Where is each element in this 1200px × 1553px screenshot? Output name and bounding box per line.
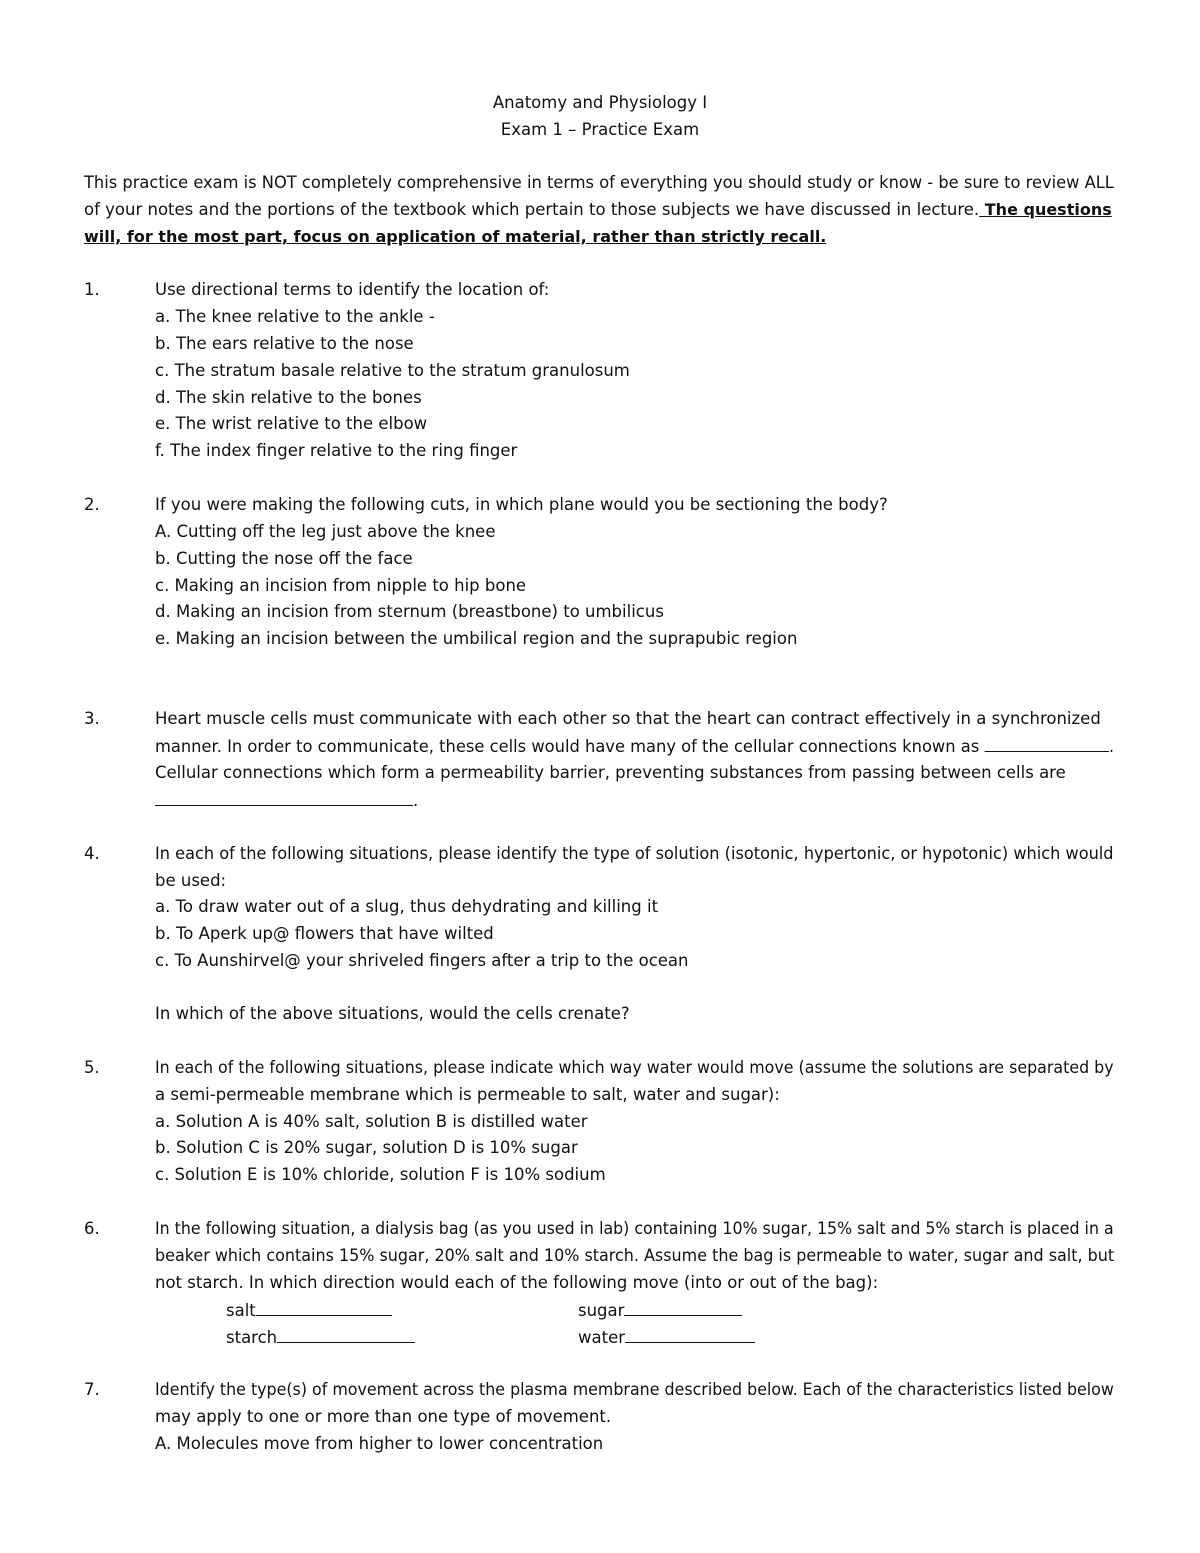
q4-line-2: be used: xyxy=(155,871,227,890)
q5-item-a: a. Solution A is 40% salt, solution B is distilled water xyxy=(155,1112,588,1131)
q2-item-e: e. Making an incision between the umbilical region and the suprapubic region xyxy=(155,629,798,648)
q5-line-2: a semi-permeable membrane which is permeable to salt, water and sugar): xyxy=(155,1085,780,1104)
q4-item-b: b. To Aperk up@ flowers that have wilted xyxy=(155,924,494,943)
q3-line-3: Cellular connections which form a permeability barrier, preventing substances from passing between cells are xyxy=(155,763,1066,782)
intro-line-2-text: of your notes and the portions of the textbook which pertain to those subjects we have discussed in lecture. xyxy=(84,200,980,219)
q6-number: 6. xyxy=(84,1219,100,1238)
q5-item-b: b. Solution C is 20% sugar, solution D is 10% sugar xyxy=(155,1138,578,1157)
q4-line-1: In each of the following situations, please identify the type of solution (isotonic, hypertonic, or hypotonic) which would xyxy=(155,844,1114,863)
q4-number: 4. xyxy=(84,844,100,863)
q4-item-a: a. To draw water out of a slug, thus dehydrating and killing it xyxy=(155,897,659,916)
q4-followup: In which of the above situations, would the cells crenate? xyxy=(155,1004,630,1023)
q3-blank-2 xyxy=(155,790,413,806)
q6-line-1: In the following situation, a dialysis bag (as you used in lab) containing 10% sugar, 15% salt and 5% starch is placed in a xyxy=(155,1219,1114,1238)
q6-line-3: not starch. In which direction would each of the following move (into or out of the bag): xyxy=(155,1273,879,1292)
intro-line-2 xyxy=(84,200,1112,220)
q3-line-4 xyxy=(155,790,418,811)
q6-water xyxy=(578,1327,755,1348)
q3-line-1: Heart muscle cells must communicate with each other so that the heart can contract effectively in a synchronized xyxy=(155,709,1101,728)
q5-item-c: c. Solution E is 10% chloride, solution F is 10% sodium xyxy=(155,1165,606,1184)
q3-period-2: . xyxy=(413,791,419,810)
q3-line-2-text: manner. In order to communicate, these cells would have many of the cellular connections known as xyxy=(155,737,980,756)
intro-bold-2: will, for the most part, focus on application of material, rather than strictly recall. xyxy=(84,227,827,246)
q1-item-f: f. The index finger relative to the ring finger xyxy=(155,441,518,460)
intro-bold-1: The questions xyxy=(979,200,1112,219)
q4-item-c: c. To Aunshirvel@ your shriveled fingers after a trip to the ocean xyxy=(155,951,689,970)
q6-starch-label: starch xyxy=(226,1328,278,1347)
q7-number: 7. xyxy=(84,1380,100,1399)
q6-water-blank xyxy=(625,1327,755,1343)
q2-item-d: d. Making an incision from sternum (breastbone) to umbilicus xyxy=(155,602,664,621)
q2-item-a: A. Cutting off the leg just above the knee xyxy=(155,522,496,541)
q1-prompt: Use directional terms to identify the location of: xyxy=(155,280,550,299)
q6-salt-label: salt xyxy=(226,1301,256,1320)
q6-salt-blank xyxy=(256,1300,392,1316)
q7-line-1: Identify the type(s) of movement across the plasma membrane described below. Each of the characteristics listed below xyxy=(155,1380,1114,1399)
q2-item-c: c. Making an incision from nipple to hip bone xyxy=(155,576,527,595)
q2-number: 2. xyxy=(84,495,100,514)
q6-water-label: water xyxy=(578,1328,626,1347)
q6-starch xyxy=(226,1327,415,1348)
q6-sugar-label: sugar xyxy=(578,1301,625,1320)
q1-item-e: e. The wrist relative to the elbow xyxy=(155,414,428,433)
q5-line-1: In each of the following situations, please indicate which way water would move (assume the solutions are separated by xyxy=(155,1058,1114,1077)
q3-line-2 xyxy=(155,736,1114,757)
q6-line-2: beaker which contains 15% sugar, 20% salt and 10% starch. Assume the bag is permeable to water, sugar and salt, but xyxy=(155,1246,1115,1265)
q1-item-c: c. The stratum basale relative to the stratum granulosum xyxy=(155,361,630,380)
q6-sugar xyxy=(578,1300,742,1321)
doc-title: Anatomy and Physiology I xyxy=(492,93,708,112)
q2-item-b: b. Cutting the nose off the face xyxy=(155,549,413,568)
intro-line-1: This practice exam is NOT completely comprehensive in terms of everything you should study or know - be sure to review ALL xyxy=(84,173,1114,192)
q3-blank-1 xyxy=(984,736,1108,752)
q3-period-1: . xyxy=(1108,737,1115,756)
q1-item-b: b. The ears relative to the nose xyxy=(155,334,414,353)
doc-subtitle: Exam 1 – Practice Exam xyxy=(500,120,700,139)
q7-line-2: may apply to one or more than one type of movement. xyxy=(155,1407,612,1426)
q2-prompt: If you were making the following cuts, in which plane would you be sectioning the body? xyxy=(155,495,888,514)
q6-sugar-blank xyxy=(624,1300,742,1316)
q5-number: 5. xyxy=(84,1058,100,1077)
q6-salt xyxy=(226,1300,392,1321)
q1-item-a: a. The knee relative to the ankle - xyxy=(155,307,435,326)
q6-starch-blank xyxy=(277,1327,415,1343)
q7-item-a: A. Molecules move from higher to lower concentration xyxy=(155,1434,604,1453)
q1-number: 1. xyxy=(84,280,100,299)
q1-item-d: d. The skin relative to the bones xyxy=(155,388,422,407)
q3-number: 3. xyxy=(84,709,100,728)
